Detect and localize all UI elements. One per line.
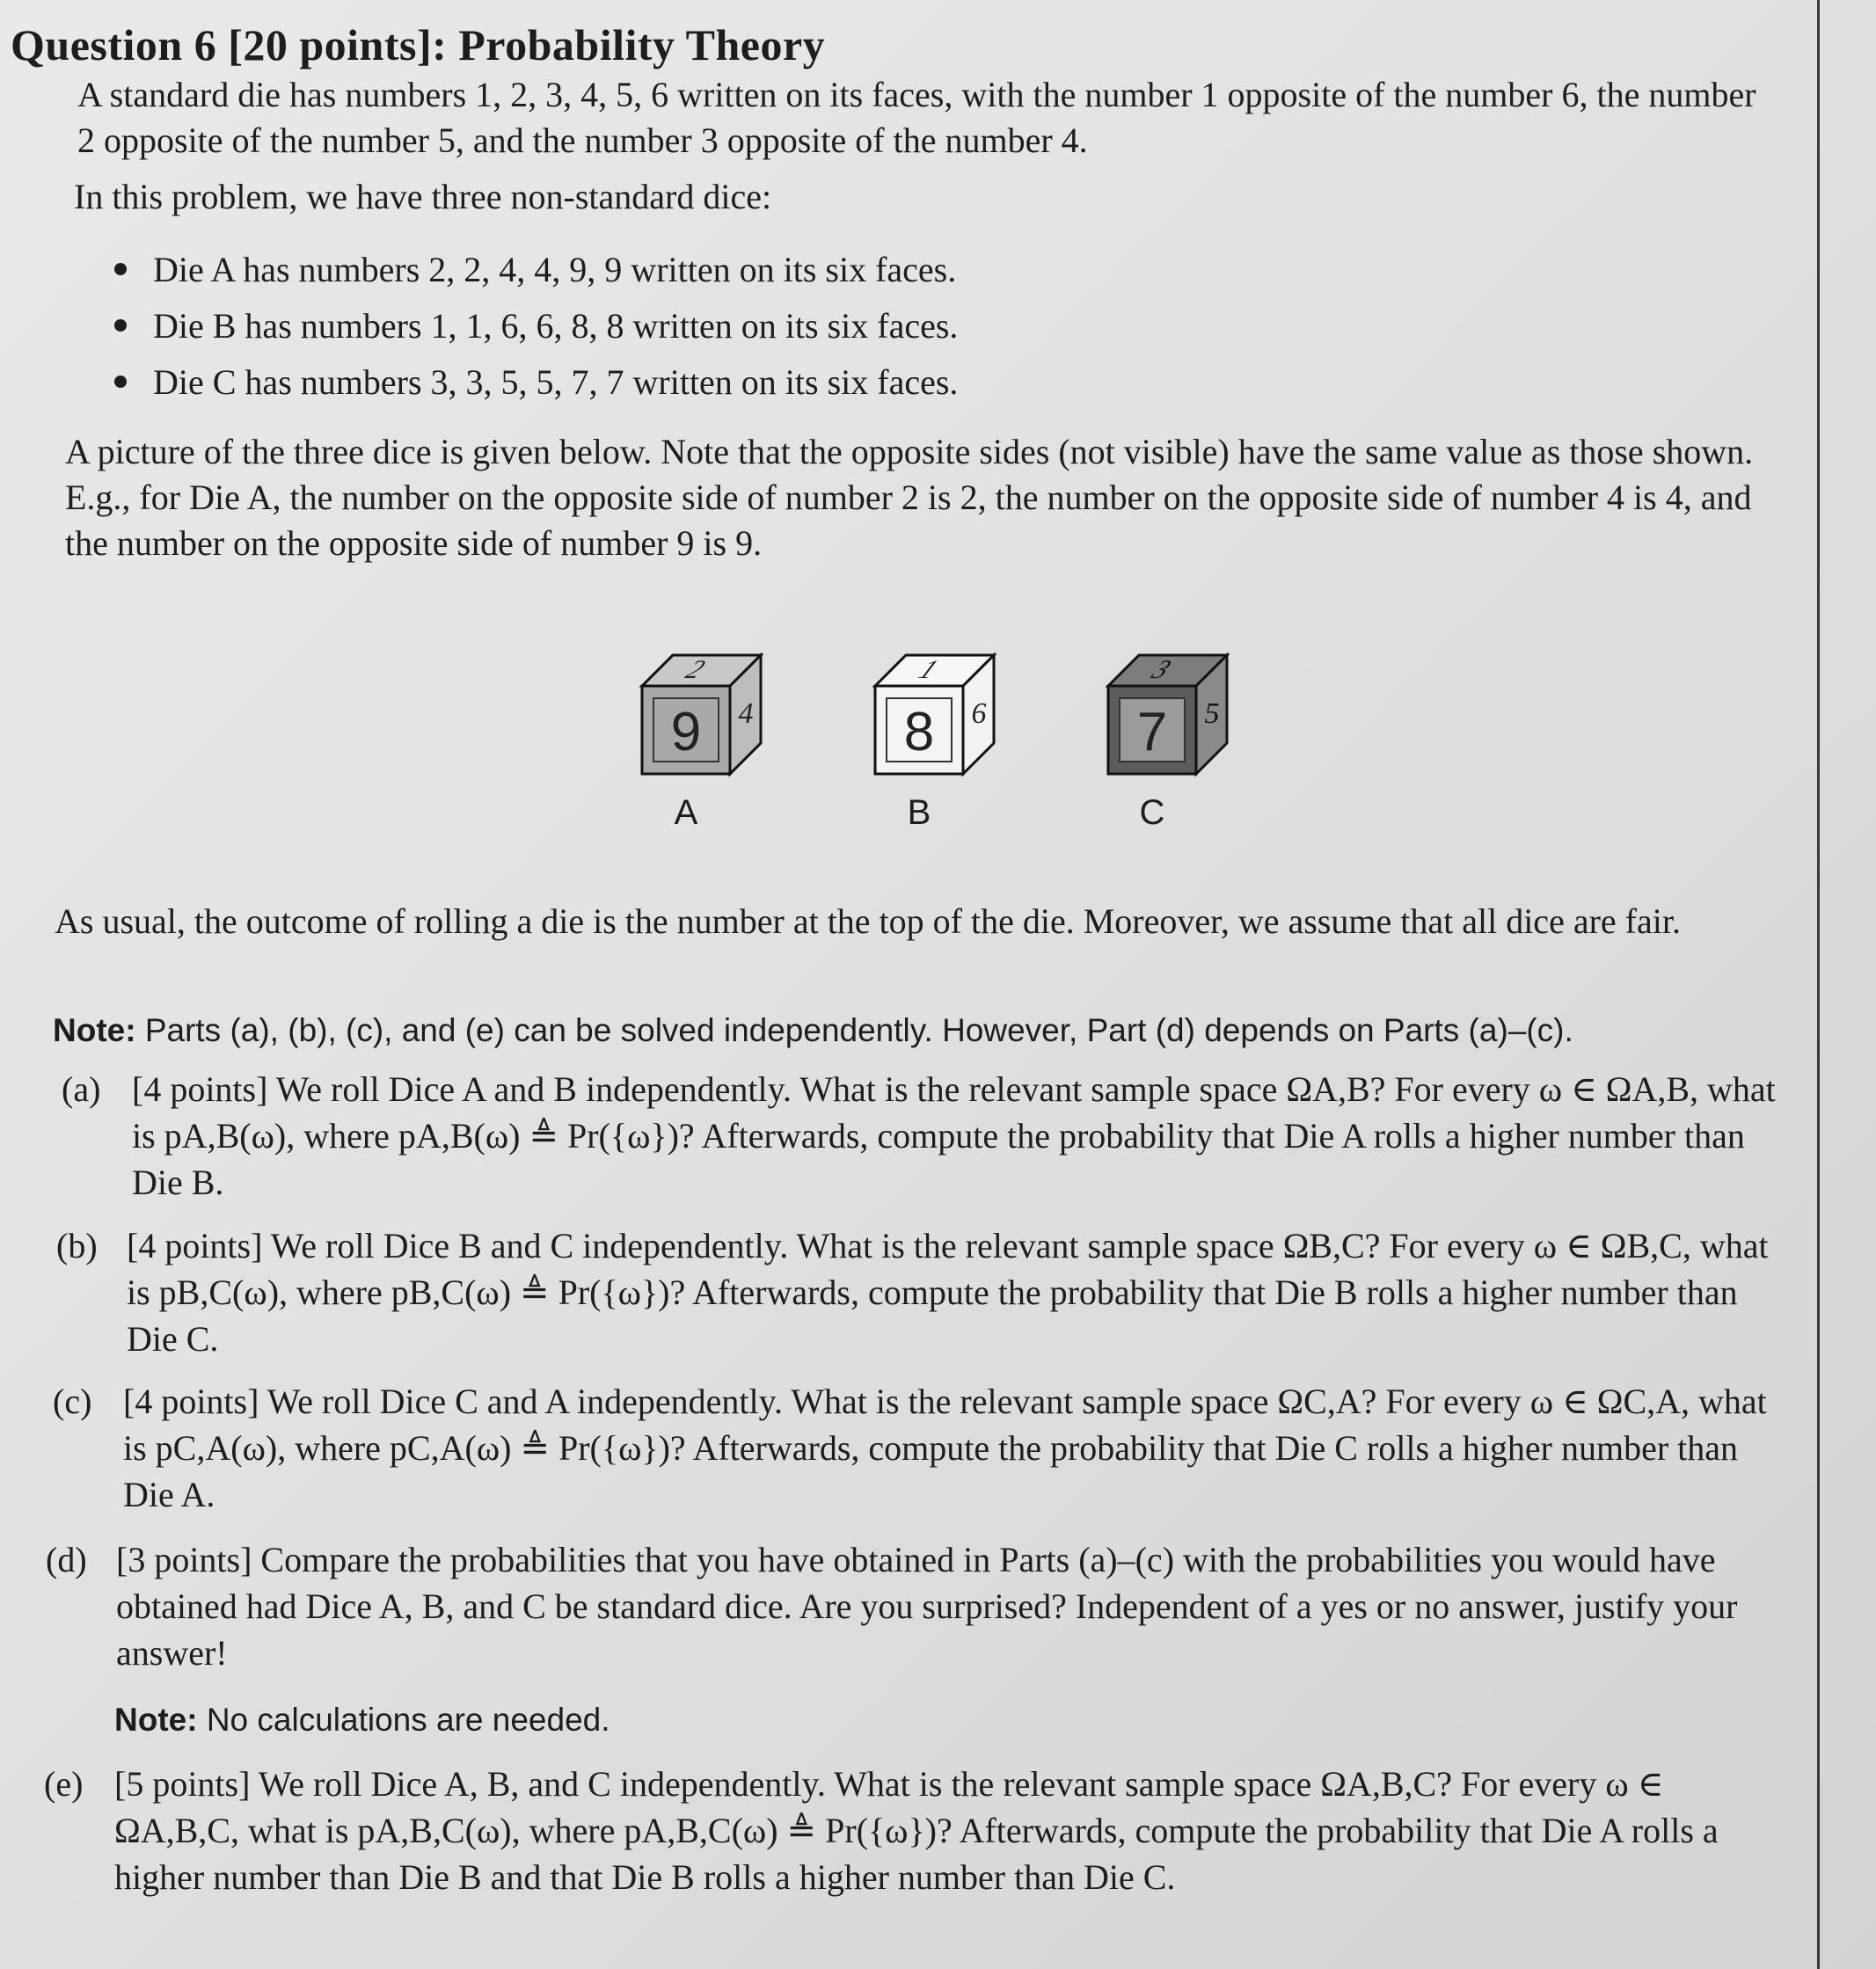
- die-b-front-number: 8: [903, 702, 935, 762]
- die-a-side-number: 4: [738, 697, 754, 730]
- die-c-front-number: 7: [1136, 702, 1168, 762]
- die-b-side-number: 6: [971, 697, 987, 730]
- die-c-label: C: [1139, 793, 1165, 832]
- part-a-text: [4 points] We roll Dice A and B independently. What is the relevant sample space ΩA,B? For every ω ∈ ΩA,B, what is pA,B(ω), where pA,B(ω) ≜ Pr({ω})? Afterwards, compute the probability that Die A rolls a higher number than Die B.: [132, 1069, 1776, 1202]
- part-d-note-text: No calculations are needed.: [206, 1702, 610, 1738]
- note-text: Parts (a), (b), (c), and (e) can be solved independently. However, Part (d) depends on Parts (a)–(c).: [144, 1012, 1573, 1048]
- part-b-label: (b): [56, 1226, 98, 1265]
- part-c: [53, 1378, 1785, 1518]
- die-b-top-number: 1: [913, 655, 944, 685]
- part-c-text: [4 points] We roll Dice C and A independently. What is the relevant sample space ΩC,A? For every ω ∈ ΩC,A, what is pC,A(ω), where pC,A(ω) ≜ Pr({ω})? Afterwards, compute the probability that Die C rolls a higher number than Die A.: [123, 1382, 1767, 1514]
- part-d: [46, 1536, 1785, 1676]
- part-d-label: (d): [46, 1540, 87, 1579]
- part-c-label: (c): [53, 1382, 92, 1421]
- independence-note: [53, 1008, 1794, 1054]
- note-label: Note:: [53, 1012, 136, 1048]
- list-item-die-a: Die A has numbers 2, 2, 4, 4, 9, 9 written on its six faces.: [114, 242, 958, 298]
- part-b-text: [4 points] We roll Dice B and C independently. What is the relevant sample space ΩB,C? For every ω ∈ ΩB,C, what is pB,C(ω), where pB,C(ω) ≜ Pr({ω})? Afterwards, compute the probability that Die B rolls a higher number than Die C.: [127, 1226, 1769, 1359]
- die-a-graphic: [638, 651, 770, 783]
- margin-rule: [1817, 0, 1820, 1969]
- question-title: Question 6 [20 points]: Probability Theory: [11, 20, 826, 69]
- die-a-label: A: [674, 793, 698, 832]
- part-d-text: [3 points] Compare the probabilities that you have obtained in Parts (a)–(c) with the probabilities you would have obtained had Dice A, B, and C be standard dice. Are you surprised? Independent of a yes or no answer, justify your answer!: [116, 1540, 1738, 1673]
- dice-figure: [616, 642, 1249, 844]
- intro-paragraph-1: A standard die has numbers 1, 2, 3, 4, 5, 6 written on its faces, with the number 1 opposite of the number 6, the number 2 opposite of the number 5, and the number 3 opposite of the number 4.: [77, 75, 1756, 160]
- dice-list: [114, 242, 958, 411]
- die-c-top-number: 3: [1146, 655, 1177, 685]
- die-b-graphic: [871, 651, 1003, 783]
- die-c-graphic: [1104, 651, 1236, 783]
- part-d-note-label: Note:: [114, 1702, 198, 1738]
- die-b-label: B: [907, 793, 931, 832]
- part-e-text: [5 points] We roll Dice A, B, and C independently. What is the relevant sample space ΩA,B,C? For every ω ∈ ΩA,B,C, what is pA,B,C(ω), where pA,B,C(ω) ≜ Pr({ω})? Afterwards, compute the probability that Die A rolls a higher number than Die B and that Die B rolls a higher number than Die C.: [114, 1764, 1719, 1897]
- part-a-label: (a): [62, 1069, 101, 1109]
- part-d-note: [114, 1697, 1785, 1743]
- die-c-side-number: 5: [1204, 697, 1220, 730]
- figure-description: A picture of the three dice is given below. Note that the opposite sides (not visible) have the same value as those shown. E.g., for Die A, the number on the opposite side of number 2 is 2, the number on the opposite side of number 4 is 4, and the number on the opposite side of number 9 is 9.: [65, 432, 1754, 563]
- intro-paragraph-2: In this problem, we have three non-standard dice:: [74, 177, 772, 216]
- part-e: [44, 1761, 1785, 1900]
- part-a: [62, 1066, 1785, 1206]
- die-a-front-number: 9: [670, 702, 702, 762]
- list-item-die-b: Die B has numbers 1, 1, 6, 6, 8, 8 written on its six faces.: [114, 298, 958, 354]
- part-e-label: (e): [44, 1764, 84, 1804]
- list-item-die-c: Die C has numbers 3, 3, 5, 5, 7, 7 written on its six faces.: [114, 354, 958, 411]
- fairness-paragraph: As usual, the outcome of rolling a die is the number at the top of the die. Moreover, we assume that all dice are fair.: [55, 901, 1681, 941]
- die-a-top-number: 2: [680, 655, 711, 685]
- part-b: [56, 1222, 1785, 1362]
